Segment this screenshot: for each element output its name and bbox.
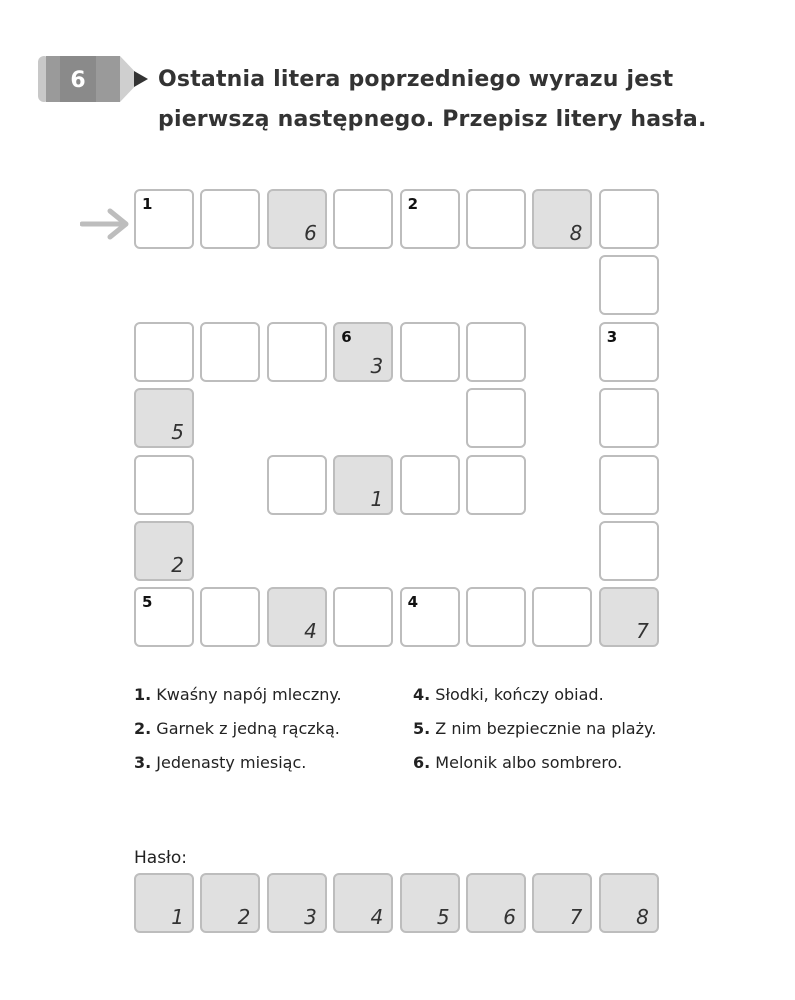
crossword-cell[interactable] [400,322,460,382]
crossword-cell[interactable] [599,388,659,448]
password-letter-index: 8 [569,221,583,245]
crossword-cell[interactable] [333,455,393,515]
crossword-cell[interactable] [267,322,327,382]
clue-number: 3 [606,327,618,346]
clue-number: 5. [413,719,431,738]
clue-text: Melonik albo sombrero. [430,753,623,772]
password-letter-index: 3 [370,353,384,378]
crossword-cell[interactable] [532,189,592,249]
crossword-cell[interactable] [267,189,327,249]
crossword-cell[interactable] [134,322,194,382]
clue-number: 4 [407,593,419,612]
clue-number: 2 [407,195,419,213]
password-cell[interactable] [333,873,393,933]
password-letter-index: 7 [569,905,583,929]
crossword-cell[interactable] [134,455,194,515]
clue-number: 2. [134,719,152,738]
crossword-cell[interactable] [333,322,393,382]
clue-number: 1 [142,195,153,213]
password-letter-index: 5 [171,420,184,445]
password-letter-index: 7 [636,619,649,644]
crossword-cell[interactable] [466,388,526,448]
crossword-cell[interactable] [134,388,194,448]
clue-text: Słodki, kończy obiad. [430,685,604,704]
clue-number: 5 [142,593,153,612]
password-letter-index: 6 [503,905,516,929]
crossword-cell[interactable] [134,189,194,249]
crossword-cell[interactable] [134,521,194,581]
crossword-cell[interactable] [400,189,460,249]
crossword-cell[interactable] [400,587,460,647]
crossword-cell[interactable] [599,189,659,249]
clue-text: Garnek z jedną rączką. [151,719,340,738]
crossword-cell[interactable] [267,587,327,647]
password-letter-index: 4 [304,619,317,644]
crossword-cell[interactable] [466,587,526,647]
password-letter-index: 4 [370,905,384,929]
password-cell[interactable] [466,873,526,933]
crossword-cell[interactable] [200,587,260,647]
clue-item [413,719,656,738]
exercise-number: 6 [70,68,86,93]
crossword-cell[interactable] [466,189,526,249]
password-cell[interactable] [599,873,659,933]
password-cell[interactable] [400,873,460,933]
crossword-cell[interactable] [599,455,659,515]
clue-item [134,753,306,772]
crossword-cell[interactable] [599,255,659,315]
crossword-cell[interactable] [134,587,194,647]
clue-item [413,685,604,704]
password-label: Hasło: [134,848,188,868]
password-letter-index: 8 [636,905,649,929]
crossword-cell[interactable] [599,322,659,382]
crossword-cell[interactable] [333,189,393,249]
crossword-cell[interactable] [400,455,460,515]
exercise-number-badge [38,56,150,102]
crossword-cell[interactable] [466,322,526,382]
password-letter-index: 1 [171,905,184,929]
crossword-cell[interactable] [599,587,659,647]
clue-item [134,685,342,704]
crossword-cell[interactable] [466,455,526,515]
instruction-line-2: pierwszą następnego. Przepisz litery hasła. [158,107,707,132]
clue-item [413,753,622,772]
password-cell[interactable] [532,873,592,933]
arrow-right-icon [80,208,132,240]
password-letter-index: 3 [304,905,317,929]
password-cell[interactable] [200,873,260,933]
password-letter-index: 2 [237,905,251,929]
password-cell[interactable] [267,873,327,933]
clue-number: 3. [134,753,152,772]
password-letter-index: 5 [436,905,450,929]
clue-text: Z nim bezpiecznie na plaży. [430,719,657,738]
clue-number: 1. [134,685,152,704]
instruction [158,60,707,140]
password-letter-index: 1 [370,486,384,511]
password-cell[interactable] [134,873,194,933]
crossword-cell[interactable] [532,587,592,647]
clue-item [134,719,340,738]
instruction-line-1: Ostatnia litera poprzedniego wyrazu jest [158,67,674,92]
crossword-cell[interactable] [267,455,327,515]
password-letter-index: 6 [304,221,317,245]
crossword-cell[interactable] [200,322,260,382]
clue-number: 6 [341,327,352,346]
clue-number: 4. [413,685,431,704]
crossword-cell[interactable] [200,189,260,249]
crossword-cell[interactable] [333,587,393,647]
clue-text: Jedenasty miesiąc. [151,753,307,772]
password-letter-index: 2 [171,553,184,577]
clue-text: Kwaśny napój mleczny. [151,685,342,704]
clue-number: 6. [413,753,431,772]
crossword-cell[interactable] [599,521,659,581]
